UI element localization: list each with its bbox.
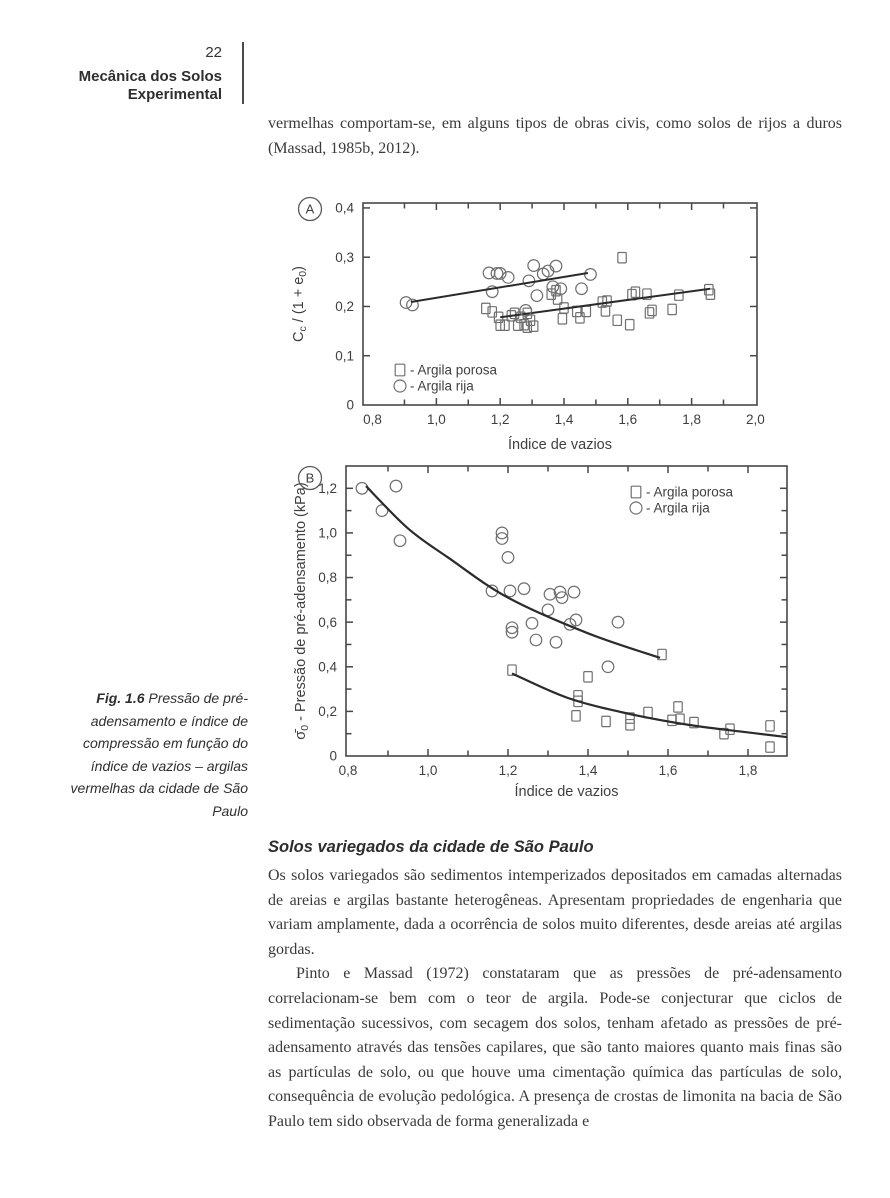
svg-text:1,6: 1,6 [618, 412, 638, 427]
svg-text:1,8: 1,8 [682, 412, 701, 427]
page-number: 22 [205, 44, 222, 61]
body-section [268, 838, 842, 1135]
legend-label: - Argila porosa [646, 484, 734, 500]
svg-text:0,2: 0,2 [318, 703, 337, 719]
section-heading: Solos variegados da cidade de São Paulo [268, 838, 594, 856]
x-axis-labels [363, 412, 765, 427]
y-axis-title: $C_c / (1 + e_0)$ [291, 266, 309, 342]
legend [394, 363, 498, 394]
svg-text:0,8: 0,8 [318, 570, 337, 586]
svg-text:1,6: 1,6 [658, 763, 678, 778]
legend-circle-marker [394, 380, 406, 392]
regression-curve-argila-porosa [512, 673, 787, 737]
svg-text:1,2: 1,2 [498, 763, 518, 778]
y-axis-title: $\sigmā_0$ - Pressão de pré-adensamento (kPa) [293, 482, 311, 740]
regression-curve-argila-rija [366, 486, 660, 658]
svg-text:1,2: 1,2 [490, 412, 510, 427]
svg-text:0,2: 0,2 [335, 299, 354, 315]
svg-text:1,2: 1,2 [318, 480, 337, 496]
svg-text:1,4: 1,4 [578, 763, 598, 778]
body-paragraph-1: Os solos variegados são sedimentos intemperizados depositados em camadas alternadas de areias e argilas bastante heterogêneas. Apresentam propriedades de engenharia que variam amplamente, dada a ocorrência de solos muito diferentes, desde areias até argilas gordas. [268, 867, 842, 958]
plot-area [346, 466, 787, 756]
header-divider [242, 42, 244, 104]
chart-badge-a [299, 198, 322, 221]
legend-circle-marker [630, 502, 642, 514]
svg-text:0: 0 [329, 748, 337, 764]
figure-1-6-chart-b [283, 456, 843, 808]
svg-text:0,8: 0,8 [338, 763, 358, 778]
figure-caption-label: Fig. 1.6 [96, 690, 145, 706]
book-title-line1: Mecânica dos Solos [78, 68, 222, 85]
svg-text:1,0: 1,0 [318, 525, 337, 541]
legend-label: - Argila rija [646, 500, 710, 516]
series-argila-porosa [508, 649, 774, 752]
svg-text:1,0: 1,0 [426, 412, 446, 427]
svg-text:2,0: 2,0 [746, 412, 765, 427]
legend-label: - Argila porosa [410, 362, 498, 378]
legend [630, 485, 734, 516]
y-axis-labels [335, 201, 354, 413]
svg-text:0,4: 0,4 [318, 659, 337, 675]
legend-square-marker [395, 364, 405, 376]
figure-caption-text: Pressão de pré-adensamento e índice de compressão em função do índice de vazios – argilas vermelhas da cidade de São Paulo [70, 690, 248, 819]
y-axis-labels [318, 481, 337, 764]
svg-text:0,1: 0,1 [335, 348, 354, 364]
svg-text:B: B [305, 470, 315, 486]
figure-caption [70, 687, 248, 822]
svg-text:0: 0 [346, 397, 354, 413]
x-axis-title: Índice de vazios [508, 437, 612, 453]
intro-paragraph: vermelhas comportam-se, em alguns tipos de obras civis, como solos de rijos a duros (Massad, 1985b, 2012). [268, 115, 842, 157]
x-axis-title: Índice de vazios [514, 784, 619, 800]
legend-square-marker [631, 486, 641, 498]
svg-text:0,6: 0,6 [318, 614, 337, 630]
svg-text:0,4: 0,4 [335, 200, 354, 216]
y-axis-ticks [363, 208, 757, 356]
x-axis-labels [339, 763, 758, 778]
chart-badge-b [299, 467, 322, 490]
legend-label: - Argila rija [410, 378, 474, 394]
book-title [0, 68, 222, 104]
svg-text:A: A [305, 201, 315, 217]
body-paragraph-2: Pinto e Massad (1972) constataram que as pressões de pré-adensamento correlacionam-se bem com o teor de argila. Pode-se conjecturar que ciclos de sedimentação sucessivos, com secagem dos solos, tenham afetado as pressões de pré-adensamento através das tensões capilares, que são tanto maiores quanto mais finas são as partículas de solo, ou que houve uma cimentação química das partículas de solo, consequência de evolução pedológica. A presença de crostas de limonita na bacia de São Paulo tem sido observada de forma generalizada e [268, 965, 842, 1130]
book-title-line2: Experimental [127, 86, 222, 103]
svg-text:1,8: 1,8 [738, 763, 758, 778]
svg-text:1,0: 1,0 [418, 763, 438, 778]
figure-1-6-chart-a [283, 193, 803, 455]
svg-text:1,4: 1,4 [554, 412, 574, 427]
svg-text:0,3: 0,3 [335, 249, 354, 265]
svg-text:0,8: 0,8 [363, 412, 382, 427]
series-argila-rija [356, 480, 624, 672]
